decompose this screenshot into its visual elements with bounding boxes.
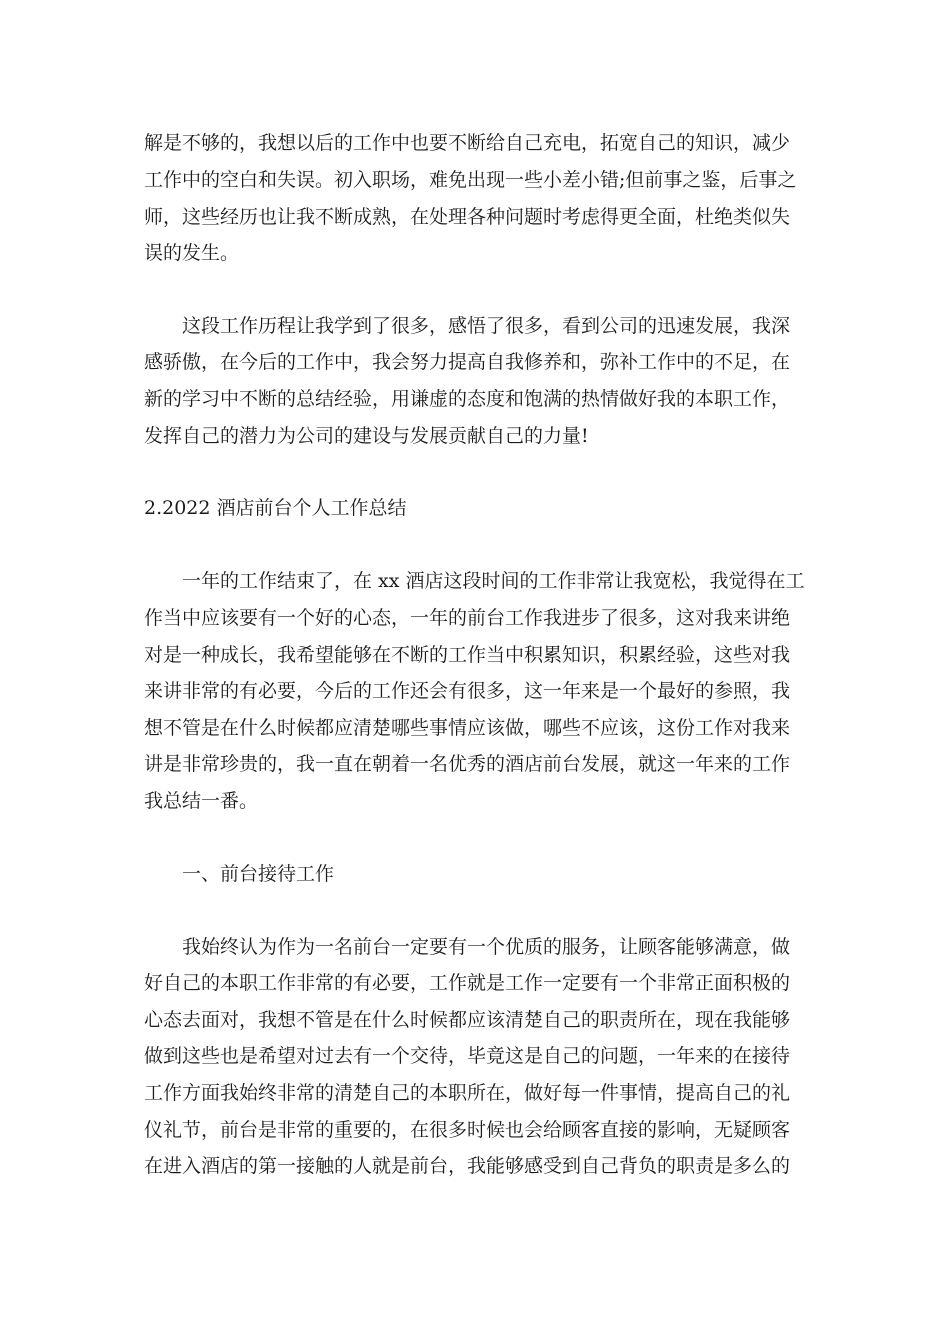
- paragraph-3-line-5: 想不管是在什么时候都应清楚哪些事情应该做，哪些不应该，这份工作对我来: [144, 717, 791, 739]
- paragraph-2-line-1: 这段工作历程让我学到了很多，感悟了很多，看到公司的迅速发展，我深: [182, 315, 791, 337]
- paragraph-2-line-2: 感骄傲，在今后的工作中，我会努力提高自我修养和，弥补工作中的不足，在: [144, 351, 791, 373]
- paragraph-1-line-4: 误的发生。: [144, 242, 240, 264]
- paragraph-3-line-7: 我总结一番。: [144, 790, 259, 812]
- paragraph-4-line-5: 工作方面我始终非常的清楚自己的本职所在，做好每一件事情，提高自己的礼: [144, 1082, 791, 1104]
- paragraph-1-line-3: 师，这些经历也让我不断成熟，在处理各种问题时考虑得更全面，杜绝类似失: [144, 206, 791, 228]
- paragraph-3-line-1: 一年的工作结束了，在 xx 酒店这段时间的工作非常让我宽松，我觉得在工: [182, 570, 805, 592]
- paragraph-1-line-2: 工作中的空白和失误。初入职场，难免出现一些小差小错;但前事之鉴，后事之: [144, 169, 797, 191]
- paragraph-3-line-2: 作当中应该要有一个好的心态，一年的前台工作我进步了很多，这对我来讲绝: [144, 607, 791, 629]
- paragraph-4-line-3: 心态去面对，我想不管是在什么时候都应该清楚自己的职责所在，现在我能够: [144, 1009, 791, 1031]
- paragraph-4-line-2: 好自己的本职工作非常的有必要，工作就是工作一定要有一个非常正面积极的: [144, 972, 791, 994]
- paragraph-1-line-1: 解是不够的，我想以后的工作中也要不断给自己充电，拓宽自己的知识，减少: [144, 132, 791, 154]
- paragraph-3-line-4: 来讲非常的有必要，今后的工作还会有很多，这一年来是一个最好的参照，我: [144, 680, 791, 702]
- paragraph-4-line-7: 在进入酒店的第一接触的人就是前台，我能够感受到自己背负的职责是多么的: [144, 1155, 791, 1177]
- paragraph-4-line-4: 做到这些也是希望对过去有一个交待，毕竟这是自己的问题，一年来的在接待: [144, 1045, 791, 1067]
- section-heading: 2.2022 酒店前台个人工作总结: [144, 497, 407, 519]
- paragraph-3-line-6: 讲是非常珍贵的，我一直在朝着一名优秀的酒店前台发展，就这一年来的工作: [144, 753, 791, 775]
- paragraph-3-line-3: 对是一种成长，我希望能够在不断的工作当中积累知识，积累经验，这些对我: [144, 644, 791, 666]
- paragraph-4-line-6: 仪礼节，前台是非常的重要的，在很多时候也会给顾客直接的影响，无疑顾客: [144, 1119, 791, 1141]
- paragraph-2-line-4: 发挥自己的潜力为公司的建设与发展贡献自己的力量!: [144, 425, 589, 447]
- subsection-heading: 一、前台接待工作: [182, 863, 335, 885]
- paragraph-2-line-3: 新的学习中不断的总结经验，用谦虚的态度和饱满的热情做好我的本职工作，: [144, 388, 791, 410]
- paragraph-4-line-1: 我始终认为作为一名前台一定要有一个优质的服务，让顾客能够满意，做: [182, 936, 791, 958]
